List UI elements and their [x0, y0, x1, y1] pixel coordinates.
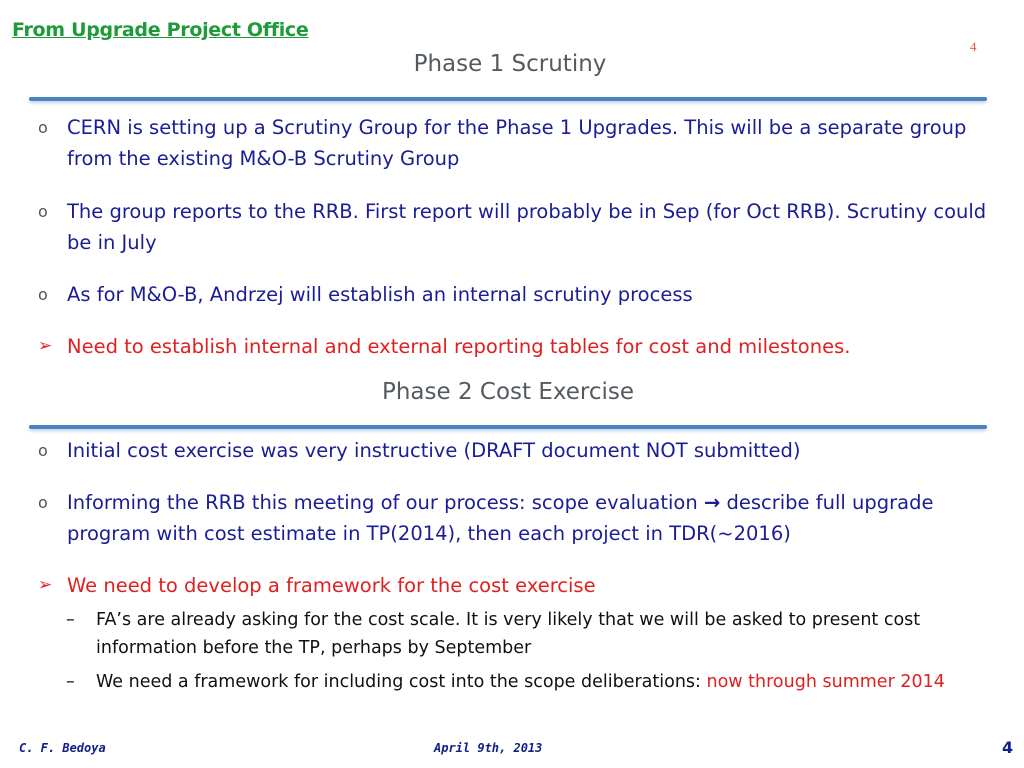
arrow-bullet-icon: ➢ — [38, 575, 53, 595]
section-title-phase1: Phase 1 Scrutiny — [413, 51, 607, 77]
bullet-item-highlight — [38, 570, 988, 601]
sub-bullet-text — [96, 668, 966, 696]
title-divider-2 — [29, 425, 987, 429]
circle-bullet-icon: o — [38, 493, 48, 512]
circle-bullet-icon: o — [38, 202, 48, 221]
title-divider-1 — [29, 97, 987, 101]
sub-bullet-text-highlight: now through summer 2014 — [706, 672, 945, 692]
bullet-item — [38, 112, 988, 174]
bullet-text: The group reports to the RRB. First report will probably be in Sep (for Oct RRB). Scrutiny could be in July — [67, 200, 987, 254]
bullet-item — [38, 196, 988, 258]
bullet-item — [38, 279, 988, 310]
arrow-bullet-icon: ➢ — [38, 336, 53, 356]
right-arrow-icon: → — [703, 491, 721, 514]
sub-bullet-item — [66, 668, 966, 696]
upgrade-project-office-link[interactable]: From Upgrade Project Office — [12, 19, 309, 41]
footer-date: April 9th, 2013 — [434, 741, 543, 755]
circle-bullet-icon: o — [38, 285, 48, 304]
bullet-text — [67, 487, 988, 549]
bullet-text: CERN is setting up a Scrutiny Group for the Phase 1 Upgrades. This will be a separate group from the existing M&O-B Scrutiny Group — [67, 116, 967, 170]
footer-author: C. F. Bedoya — [19, 741, 106, 755]
bullet-text: We need to develop a framework for the cost exercise — [67, 574, 596, 597]
sub-bullet-text-part: We need a framework for including cost into the scope deliberations: — [96, 672, 707, 692]
corner-page-number: 4 — [970, 39, 977, 54]
bullet-text-part: Informing the RRB this meeting of our process: scope evaluation — [67, 491, 704, 514]
dash-bullet-icon: – — [66, 672, 75, 692]
bullet-text: Initial cost exercise was very instructive (DRAFT document NOT submitted) — [67, 439, 801, 462]
bullet-text-part: describe full upgrade program with cost estimate in TP(2014), then each project in TDR(~2016) — [67, 491, 934, 545]
sub-bullet-text: FA’s are already asking for the cost scale. It is very likely that we will be asked to present cost information before the TP, perhaps by September — [96, 610, 921, 658]
sub-bullet-item — [66, 606, 966, 662]
footer-page-number: 4 — [1002, 738, 1014, 757]
bullet-text: As for M&O-B, Andrzej will establish an internal scrutiny process — [67, 283, 693, 306]
circle-bullet-icon: o — [38, 118, 48, 137]
dash-bullet-icon: – — [66, 610, 75, 630]
bullet-text: Need to establish internal and external reporting tables for cost and milestones. — [67, 335, 851, 358]
bullet-item — [38, 435, 988, 466]
bullet-item — [38, 487, 988, 549]
circle-bullet-icon: o — [38, 441, 48, 460]
bullet-item-highlight — [38, 331, 988, 362]
section-title-phase2: Phase 2 Cost Exercise — [381, 379, 635, 405]
